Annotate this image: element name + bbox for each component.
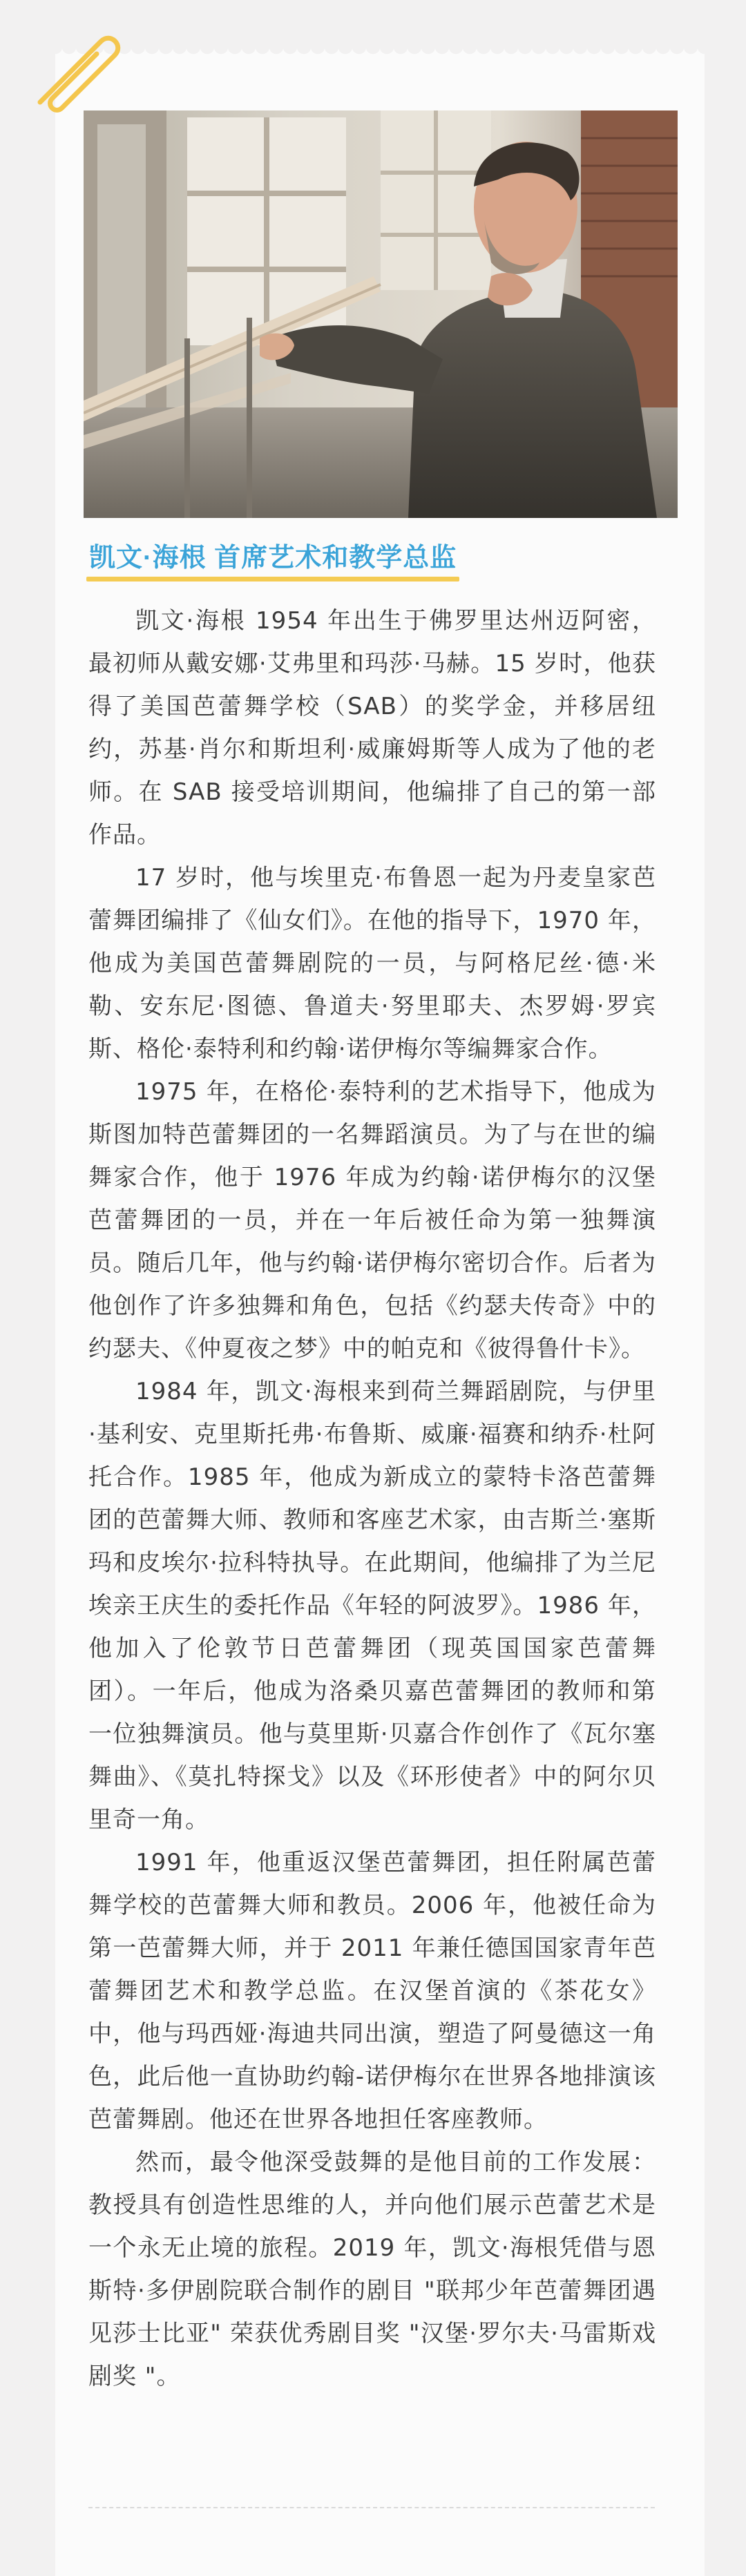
- page-title-text: 凯文·海根 首席艺术和教学总监: [89, 544, 457, 573]
- biography-paragraph-2: 17 岁时，他与埃里克·布鲁恩一起为丹麦皇家芭蕾舞团编排了《仙女们》。在他的指导下，1970 年，他成为美国芭蕾舞剧院的一员，与阿格尼丝·德·米勒、安东尼·图德、鲁道夫·努里耶夫、杰罗姆·罗宾斯、格伦·泰特利和约翰·诺伊梅尔等编舞家合作。: [88, 864, 656, 1063]
- biography-paragraph-1: 凯文·海根 1954 年出生于佛罗里达州迈阿密，最初师从戴安娜·艾弗里和玛莎·马赫。15 岁时，他获得了美国芭蕾舞学校（SAB）的奖学金，并移居纽约，苏基·肖尔和斯坦利·威廉姆斯等人成为了他的老师。在 SAB 接受培训期间，他编排了自己的第一部作品。: [88, 607, 656, 849]
- portrait-photo: [84, 110, 678, 518]
- biography-paragraph-5: 1991 年，他重返汉堡芭蕾舞团，担任附属芭蕾舞学校的芭蕾舞大师和教员。2006 年，他被任命为第一芭蕾舞大师，并于 2011 年兼任德国国家青年芭蕾舞团艺术和教学总监。在汉堡首演的《茶花女》中，他与玛西娅·海迪共同出演，塑造了阿曼德这一角色，此后他一直协助约翰-诺伊梅尔在世界各地排演该芭蕾舞剧。他还在世界各地担任客座教师。: [88, 1849, 656, 2133]
- title-block: [86, 537, 687, 586]
- biography-paragraph-4: 1984 年，凯文·海根来到荷兰舞蹈剧院，与伊里·基利安、克里斯托弗·布鲁斯、威廉·福赛和纳乔·杜阿托合作。1985 年，他成为新成立的蒙特卡洛芭蕾舞团的芭蕾舞大师、教师和客座艺术家，由吉斯兰·塞斯玛和皮埃尔·拉科特执导。在此期间，他编排了为兰尼埃亲王庆生的委托作品《年轻的阿波罗》。1986 年，他加入了伦敦节日芭蕾舞团（现英国国家芭蕾舞团）。一年后，他成为洛桑贝嘉芭蕾舞团的教师和第一位独舞演员。他与莫里斯·贝嘉合作创作了《瓦尔塞舞曲》、《莫扎特探戈》以及《环形使者》中的阿尔贝里奇一角。: [88, 1378, 656, 1834]
- biography-paragraph-3: 1975 年，在格伦·泰特利的艺术指导下，他成为斯图加特芭蕾舞团的一名舞蹈演员。为了与在世的编舞家合作，他于 1976 年成为约翰·诺伊梅尔的汉堡芭蕾舞团的一员，并在一年后被任命为第一独舞演员。随后几年，他与约翰·诺伊梅尔密切合作。后者为他创作了许多独舞和角色，包括《约瑟夫传奇》中的约瑟夫、《仲夏夜之梦》中的帕克和《彼得鲁什卡》。: [88, 1078, 656, 1363]
- title-underline: [86, 577, 459, 581]
- page-title: [86, 537, 459, 580]
- paperclip-icon: [26, 21, 130, 124]
- bottom-divider: [88, 2507, 655, 2508]
- biography-paragraph-6: 然而，最令他深受鼓舞的是他目前的工作发展：教授具有创造性思维的人，并向他们展示芭蕾艺术是一个永无止境的旅程。2019 年，凯文·海根凭借与恩斯特·多伊剧院联合制作的剧目 "联邦少年芭蕾舞团遇见莎士比亚" 荣获优秀剧目奖 "汉堡·罗尔夫·马雷斯戏剧奖 "。: [88, 2149, 656, 2390]
- portrait-illustration: [84, 110, 678, 518]
- biography-body: [88, 599, 656, 2398]
